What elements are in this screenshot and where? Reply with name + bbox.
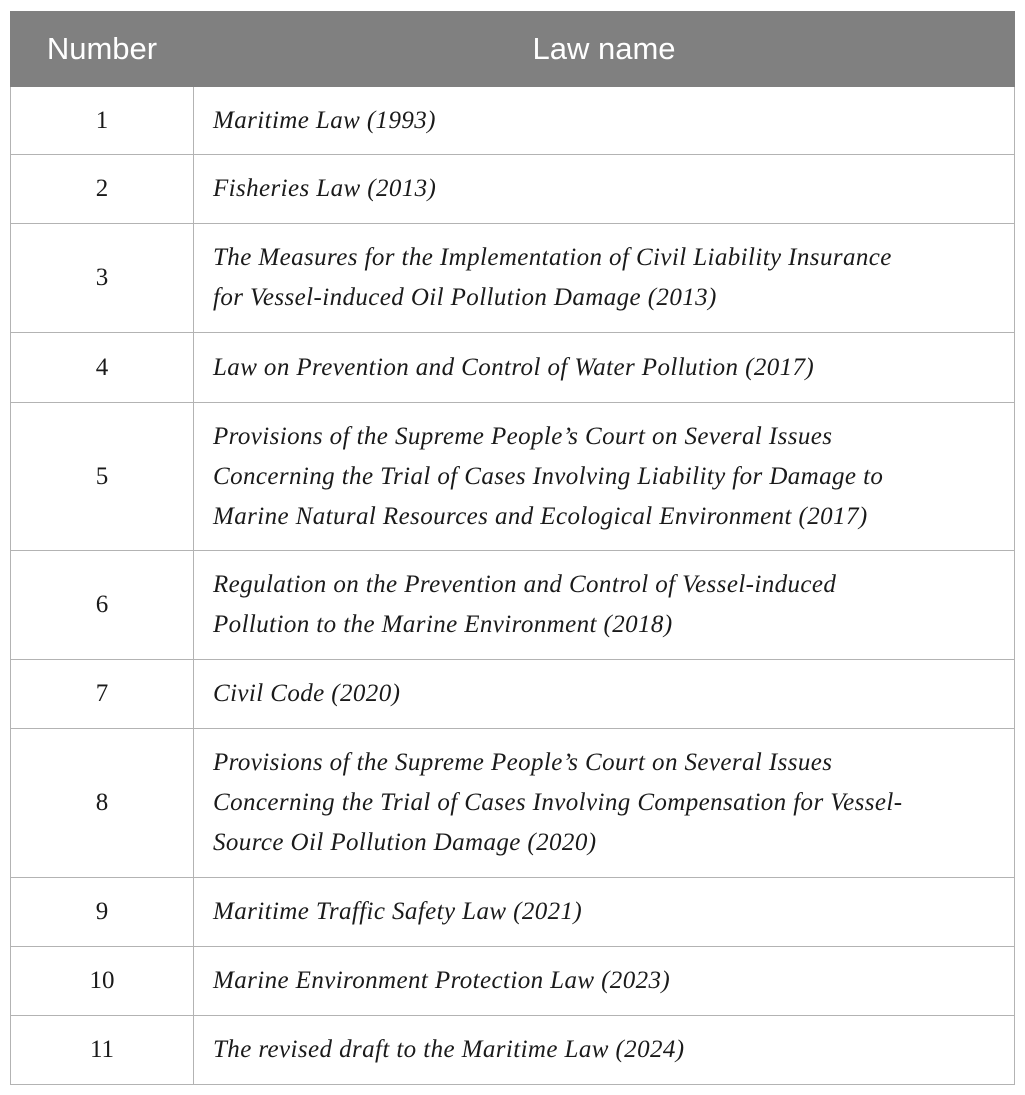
table-row <box>11 403 1015 551</box>
row-number: 3 <box>11 224 194 333</box>
row-law-name <box>194 87 1015 155</box>
row-number: 11 <box>11 1016 194 1085</box>
table-row <box>11 551 1015 660</box>
header-number: Number <box>11 12 194 87</box>
row-number: 6 <box>11 551 194 660</box>
law-name-line: Concerning the Trial of Cases Involving Compensation for Vessel- <box>213 789 903 816</box>
row-number: 1 <box>11 87 194 155</box>
law-name-line: Provisions of the Supreme People’s Court on Several Issues <box>213 749 833 776</box>
row-law-name <box>194 551 1015 660</box>
row-number: 9 <box>11 878 194 947</box>
table-row <box>11 660 1015 729</box>
table-header-row <box>11 12 1015 87</box>
table-row <box>11 947 1015 1016</box>
law-name-line: Marine Environment Protection Law (2023) <box>213 967 671 994</box>
row-law-name <box>194 729 1015 878</box>
table-row <box>11 155 1015 224</box>
law-name-line: Marine Natural Resources and Ecological Environment (2017) <box>213 502 868 530</box>
row-law-name <box>194 1016 1015 1085</box>
row-number: 5 <box>11 403 194 551</box>
law-name-line: Regulation on the Prevention and Control of Vessel-induced <box>213 571 837 598</box>
row-law-name <box>194 660 1015 729</box>
table-row <box>11 87 1015 155</box>
law-name-line: Law on Prevention and Control of Water Pollution (2017) <box>213 353 815 381</box>
law-name-line: for Vessel-induced Oil Pollution Damage (2013) <box>213 284 717 311</box>
table-row <box>11 333 1015 403</box>
law-name-line: Maritime Traffic Safety Law (2021) <box>213 898 583 925</box>
row-number: 10 <box>11 947 194 1016</box>
row-law-name <box>194 224 1015 333</box>
law-name-line: Pollution to the Marine Environment (2018) <box>213 611 673 638</box>
row-law-name <box>194 947 1015 1016</box>
laws-table-container <box>10 11 1014 1085</box>
row-number: 7 <box>11 660 194 729</box>
table-body <box>11 87 1015 1085</box>
law-name-line: The revised draft to the Maritime Law (2024) <box>213 1036 685 1063</box>
law-name-line: The Measures for the Implementation of Civil Liability Insurance <box>213 244 892 271</box>
row-law-name <box>194 333 1015 403</box>
table-row <box>11 729 1015 878</box>
row-law-name <box>194 878 1015 947</box>
row-law-name <box>194 403 1015 551</box>
row-number: 4 <box>11 333 194 403</box>
row-law-name <box>194 155 1015 224</box>
law-name-line: Provisions of the Supreme People’s Court on Several Issues <box>213 422 833 450</box>
row-number: 8 <box>11 729 194 878</box>
header-law-name: Law name <box>194 12 1015 87</box>
table-row <box>11 878 1015 947</box>
law-name-line: Civil Code (2020) <box>213 680 401 707</box>
row-number: 2 <box>11 155 194 224</box>
law-name-line: Source Oil Pollution Damage (2020) <box>213 829 597 856</box>
law-name-line: Concerning the Trial of Cases Involving Liability for Damage to <box>213 462 884 490</box>
law-name-line: Fisheries Law (2013) <box>213 175 437 202</box>
table-row <box>11 224 1015 333</box>
table-row <box>11 1016 1015 1085</box>
laws-table <box>10 11 1015 1085</box>
law-name-line: Maritime Law (1993) <box>213 106 436 134</box>
